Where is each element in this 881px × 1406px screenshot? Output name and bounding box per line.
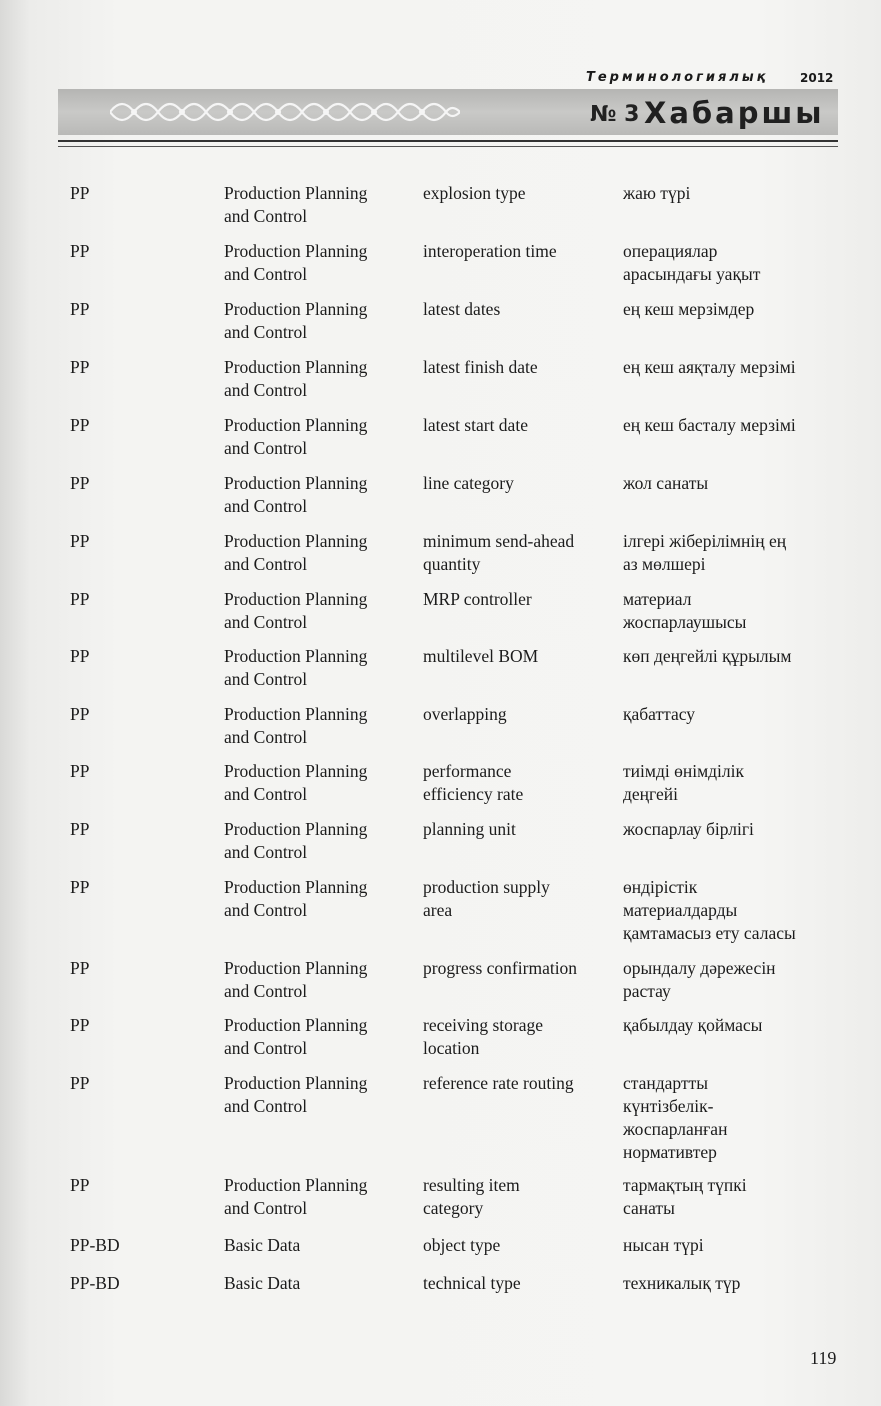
area-cell — [224, 530, 414, 576]
translation-cell-line: қамтамасыз ету саласы — [623, 923, 796, 943]
area-cell-line: and Control — [224, 1038, 308, 1058]
area-cell-line: Production Planning — [224, 761, 368, 781]
translation-cell-line: тиімді өнімділік — [623, 761, 745, 781]
term-cell — [423, 356, 618, 379]
term-cell — [423, 472, 618, 495]
area-cell-line: and Control — [224, 438, 308, 458]
translation-cell-line: арасындағы уақыт — [623, 264, 761, 284]
term-cell-line: latest dates — [423, 299, 501, 319]
translation-cell-line: стандартты — [623, 1073, 709, 1093]
term-cell-line: receiving storage — [423, 1015, 544, 1035]
journal-name: Терминологиялық — [586, 70, 769, 85]
translation-cell-line: ең кеш аяқталу мерзімі — [623, 357, 796, 377]
area-cell — [224, 588, 414, 634]
area-cell-line: Production Planning — [224, 958, 368, 978]
term-cell-line: minimum send-ahead — [423, 531, 575, 551]
area-cell — [224, 356, 414, 402]
area-cell — [224, 957, 414, 1003]
area-cell — [224, 1234, 414, 1257]
area-cell — [224, 298, 414, 344]
term-cell-line: reference rate routing — [423, 1073, 574, 1093]
area-cell — [224, 818, 414, 864]
translation-cell — [623, 530, 843, 576]
area-cell-line: Production Planning — [224, 877, 368, 897]
term-cell-line: MRP controller — [423, 589, 532, 609]
module-cell: PP — [70, 299, 90, 319]
area-cell-line: Production Planning — [224, 589, 368, 609]
translation-cell-line: жаю түрі — [623, 183, 691, 203]
header-rule-thin — [58, 146, 838, 147]
term-cell-line: resulting item — [423, 1175, 520, 1195]
area-cell — [224, 876, 414, 922]
term-cell-line: multilevel BOM — [423, 646, 539, 666]
term-cell — [423, 760, 618, 806]
translation-cell-line: жоспарланған — [623, 1119, 728, 1139]
translation-cell — [623, 240, 843, 286]
area-cell-line: Production Planning — [224, 1175, 368, 1195]
term-cell-line: area — [423, 900, 453, 920]
area-cell — [224, 1174, 414, 1220]
area-cell — [224, 703, 414, 749]
translation-cell — [623, 1072, 843, 1164]
translation-cell-line: санаты — [623, 1198, 675, 1218]
area-cell-line: Production Planning — [224, 646, 368, 666]
term-cell-line: planning unit — [423, 819, 516, 839]
term-cell — [423, 588, 618, 611]
term-cell-line: object type — [423, 1235, 501, 1255]
term-cell-line: category — [423, 1198, 484, 1218]
module-cell: PP — [70, 704, 90, 724]
area-cell-line: and Control — [224, 727, 308, 747]
module-cell: PP — [70, 531, 90, 551]
area-cell-line: Production Planning — [224, 357, 368, 377]
term-cell — [423, 1072, 618, 1095]
area-cell-line: and Control — [224, 669, 308, 689]
translation-cell-line: көп деңгейлі құрылым — [623, 646, 792, 666]
module-cell: PP-BD — [70, 1273, 120, 1293]
translation-cell-line: материалдарды — [623, 900, 738, 920]
area-cell-line: and Control — [224, 842, 308, 862]
area-cell-line: Production Planning — [224, 415, 368, 435]
area-cell — [224, 240, 414, 286]
term-cell — [423, 240, 618, 263]
term-cell — [423, 530, 618, 576]
area-cell-line: and Control — [224, 900, 308, 920]
area-cell-line: and Control — [224, 1198, 308, 1218]
area-cell-line: Production Planning — [224, 183, 368, 203]
area-cell — [224, 1272, 414, 1295]
module-cell: PP — [70, 357, 90, 377]
translation-cell-line: күнтізбелік- — [623, 1096, 714, 1116]
area-cell — [224, 760, 414, 806]
translation-cell-line: жоспарлаушысы — [623, 612, 747, 632]
term-cell — [423, 414, 618, 437]
area-cell — [224, 1014, 414, 1060]
module-cell: PP — [70, 241, 90, 261]
area-cell-line: Production Planning — [224, 473, 368, 493]
area-cell — [224, 182, 414, 228]
translation-cell — [623, 876, 843, 945]
area-cell-line: and Control — [224, 554, 308, 574]
header-rule — [58, 140, 838, 142]
page-number: 119 — [810, 1348, 837, 1368]
area-cell — [224, 1072, 414, 1118]
term-cell — [423, 298, 618, 321]
translation-cell — [623, 1014, 843, 1037]
translation-cell — [623, 356, 843, 379]
area-cell-line: and Control — [224, 206, 308, 226]
term-cell-line: technical type — [423, 1273, 521, 1293]
translation-cell-line: нормативтер — [623, 1142, 717, 1162]
module-cell: PP — [70, 1175, 90, 1195]
term-cell — [423, 1234, 618, 1257]
translation-cell-line: ең кеш мерзімдер — [623, 299, 755, 319]
bulletin-title: Хабаршы — [644, 96, 825, 130]
area-cell-line: Production Planning — [224, 241, 368, 261]
translation-cell-line: ілгері жіберілімнің ең — [623, 531, 787, 551]
area-cell-line: and Control — [224, 1096, 308, 1116]
module-cell: PP — [70, 415, 90, 435]
area-cell-line: Production Planning — [224, 819, 368, 839]
area-cell-line: and Control — [224, 322, 308, 342]
module-cell: PP — [70, 646, 90, 666]
translation-cell-line: орындалу дәрежесін — [623, 958, 776, 978]
issue-number: № 3 — [590, 102, 640, 127]
module-cell: PP — [70, 183, 90, 203]
area-cell-line: and Control — [224, 612, 308, 632]
term-cell-line: latest start date — [423, 415, 528, 435]
area-cell-line: and Control — [224, 264, 308, 284]
area-cell-line: and Control — [224, 981, 308, 1001]
translation-cell — [623, 182, 843, 205]
term-cell-line: progress confirmation — [423, 958, 578, 978]
term-cell-line: quantity — [423, 554, 481, 574]
translation-cell — [623, 472, 843, 495]
term-cell — [423, 876, 618, 922]
module-cell: PP — [70, 819, 90, 839]
translation-cell-line: қабаттасу — [623, 704, 696, 724]
translation-cell — [623, 818, 843, 841]
module-cell: PP — [70, 1015, 90, 1035]
ornament-icon — [110, 92, 460, 132]
term-cell — [423, 1272, 618, 1295]
area-cell-line: Production Planning — [224, 299, 368, 319]
translation-cell — [623, 588, 843, 634]
translation-cell — [623, 645, 843, 668]
translation-cell-line: жоспарлау бірлігі — [623, 819, 754, 839]
module-cell: PP — [70, 1073, 90, 1093]
area-cell — [224, 645, 414, 691]
translation-cell — [623, 703, 843, 726]
translation-cell — [623, 957, 843, 1003]
translation-cell-line: материал — [623, 589, 692, 609]
module-cell: PP — [70, 761, 90, 781]
term-cell — [423, 1174, 618, 1220]
module-cell: PP — [70, 473, 90, 493]
translation-cell — [623, 1174, 843, 1220]
area-cell-line: Production Planning — [224, 1015, 368, 1035]
translation-cell-line: ең кеш басталу мерзімі — [623, 415, 796, 435]
translation-cell — [623, 760, 843, 806]
term-cell-line: efficiency rate — [423, 784, 524, 804]
translation-cell-line: растау — [623, 981, 671, 1001]
module-cell: PP — [70, 958, 90, 978]
translation-cell-line: деңгейі — [623, 784, 678, 804]
translation-cell-line: нысан түрі — [623, 1235, 704, 1255]
module-cell: PP — [70, 589, 90, 609]
area-cell-line: Production Planning — [224, 704, 368, 724]
translation-cell-line: аз мөлшері — [623, 554, 706, 574]
term-cell-line: performance — [423, 761, 512, 781]
term-cell — [423, 1014, 618, 1060]
term-cell-line: line category — [423, 473, 514, 493]
term-cell — [423, 182, 618, 205]
translation-cell-line: тармақтың түпкі — [623, 1175, 747, 1195]
term-cell — [423, 818, 618, 841]
area-cell-line: Production Planning — [224, 531, 368, 551]
area-cell — [224, 472, 414, 518]
journal-year: 2012 — [800, 71, 834, 85]
term-cell — [423, 957, 618, 980]
term-cell-line: latest finish date — [423, 357, 538, 377]
term-cell-line: production supply — [423, 877, 550, 897]
translation-cell — [623, 1272, 843, 1295]
area-cell-line: Basic Data — [224, 1273, 301, 1293]
translation-cell — [623, 1234, 843, 1257]
term-cell-line: explosion type — [423, 183, 526, 203]
translation-cell-line: жол санаты — [623, 473, 709, 493]
module-cell: PP-BD — [70, 1235, 120, 1255]
term-cell-line: interoperation time — [423, 241, 557, 261]
area-cell-line: Basic Data — [224, 1235, 301, 1255]
translation-cell — [623, 414, 843, 437]
area-cell-line: Production Planning — [224, 1073, 368, 1093]
module-cell: PP — [70, 877, 90, 897]
translation-cell-line: техникалық түр — [623, 1273, 741, 1293]
area-cell — [224, 414, 414, 460]
area-cell-line: and Control — [224, 380, 308, 400]
term-cell-line: overlapping — [423, 704, 507, 724]
translation-cell-line: қабылдау қоймасы — [623, 1015, 763, 1035]
area-cell-line: and Control — [224, 496, 308, 516]
area-cell-line: and Control — [224, 784, 308, 804]
term-cell — [423, 703, 618, 726]
translation-cell-line: өндірістік — [623, 877, 698, 897]
term-cell — [423, 645, 618, 668]
translation-cell — [623, 298, 843, 321]
term-cell-line: location — [423, 1038, 480, 1058]
translation-cell-line: операциялар — [623, 241, 718, 261]
